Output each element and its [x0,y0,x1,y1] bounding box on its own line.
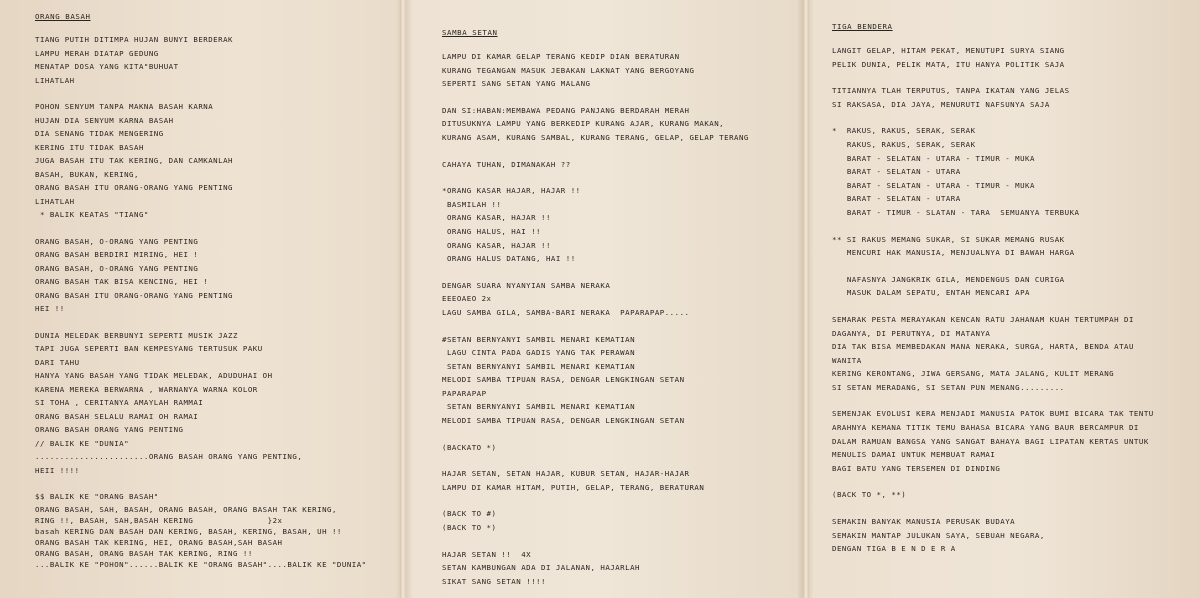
stanza-gap [832,475,1190,488]
stanza-gap [442,320,800,333]
lyric-line: EEEOAEO 2x [442,294,492,304]
lyric-line: DITUSUKNYA LAMPU YANG BERKEDIP KURANG AJAR, KURANG MAKAN, [442,119,725,129]
panel-tiga-bendera [810,0,1200,598]
lyric-line: BARAT - SELATAN - UTARA [832,194,961,204]
lyrics-block [832,44,1190,556]
lyric-line: KERING ITU TIDAK BASAH [35,142,144,152]
lyric-line: SEMAKIN MANTAP JULUKAN SAYA, SEBUAH NEGARA, [832,530,1045,540]
lyric-line: SI TOHA , CERITANYA AMAYLAH RAMMAI [35,398,204,407]
lyric-line: SI RAKSASA, DIA JAYA, MENURUTI NAFSUNYA SAJA [832,99,1050,109]
panel-orang-basah [0,0,400,598]
stanza-gap [832,71,1190,84]
lyric-line: BARAT - TIMUR - SLATAN - TARA SEMUANYA TERBUKA [832,207,1080,217]
lyric-line: ORANG BASAH TAK BISA KENCING, HEI ! [35,277,209,286]
stanza-gap [832,300,1190,313]
lyric-line: BARAT - SELATAN - UTARA - TIMUR - MUKA [832,180,1035,190]
lyric-line: ORANG HALUS DATANG, HAI !! [442,254,576,264]
lyric-line: DIA TAK BISA MEMBEDAKAN MANA NERAKA, SURGA, HARTA, BENDA ATAU [832,342,1134,352]
lyric-line: ORANG BASAH, O-ORANG YANG PENTING [35,236,199,246]
lyric-line: MENCURI HAK MANUSIA, MENJUALNYA DI BAWAH HARGA [832,248,1075,258]
lyric-line: HEI !! [35,304,65,313]
lyric-line: RAKUS, RAKUS, SERAK, SERAK [832,139,976,149]
stanza-gap [832,502,1190,515]
lyric-line: ORANG BASAH, ORANG BASAH TAK KERING, RING !! [35,548,253,558]
lyric-line: KERING KERONTANG, JIWA GERSANG, MATA JALANG, KULIT MERANG [832,369,1115,379]
stanza-gap [442,494,800,507]
lyric-line: DENGAN TIGA B E N D E R A [832,544,956,554]
stanza-gap [832,260,1190,273]
lyric-line: (BACK TO *) [442,523,497,533]
lyric-line: ORANG BASAH SELALU RAMAI OH RAMAI [35,411,199,421]
lyric-line: TIANG PUTIH DITIMPA HUJAN BUNYI BERDERAK [35,35,233,44]
lyric-line: DARI TAHU [35,357,80,367]
lyric-line: ORANG BASAH TAK KERING, HEI, ORANG BASAH,SAH BASAH [35,537,283,547]
lyric-line: DIA SENANG TIDAK MENGERING [35,129,164,138]
song-title: SAMBA SETAN [442,28,498,37]
lyric-line: ORANG BASAH, SAH, BASAH, ORANG BASAH, ORANG BASAH TAK KERING, [35,504,337,514]
stanza-gap [832,394,1190,407]
lyric-line: MELODI SAMBA TIPUAN RASA, DENGAR LENGKINGAN SETAN [442,416,685,426]
lyric-line: LIHATLAH [35,75,75,85]
lyric-line: KARENA MEREKA BERWARNA , WARNANYA WARNA KOLOR [35,384,258,394]
lyric-line: LAMPU DI KAMAR HITAM, PUTIH, GELAP, TERANG, BERATURAN [442,482,705,492]
lyric-line: DENGAR SUARA NYANYIAN SAMBA NERAKA [442,280,611,290]
lyric-line: SETAN BERNYANYI SAMBIL MENARI KEMATIAN [442,361,636,371]
lyric-line: LIHATLAH [35,196,75,206]
lyric-line: DAN SI:HABAN:MEMBAWA PEDANG PANJANG BERDARAH MERAH [442,105,690,115]
stanza-gap [442,91,800,104]
lyric-line: SEMENJAK EVOLUSI KERA MENJADI MANUSIA PATOK BUMI BICARA TAK TENTU [832,409,1154,419]
lyrics-tail-block [35,504,390,570]
panel-samba-setan [410,0,810,598]
lyric-line: ORANG BASAH ORANG YANG PENTING [35,425,184,434]
lyric-line: ARAHNYA KEMANA TITIK TEMU BAHASA BICARA YANG BAUR BERCAMPUR DI [832,423,1139,433]
song-title: TIGA BENDERA [832,22,893,31]
lyric-line: ...BALIK KE "POHON"......BALIK KE "ORANG BASAH"....BALIK KE "DUNIA" [35,559,367,569]
lyric-line: ORANG BASAH, O-ORANG YANG PENTING [35,263,199,273]
lyric-line: ORANG BASAH ITU ORANG-ORANG YANG PENTING [35,290,233,300]
lyric-line: ** SI RAKUS MEMANG SUKAR, SI SUKAR MEMANG RUSAK [832,234,1065,244]
lyric-line: (BACK TO #) [442,509,497,519]
lyric-line: MENATAP DOSA YANG KITA"BUHUAT [35,62,179,71]
lyric-line: MENULIS DAMAI UNTUK MEMBUAT RAMAI [832,450,996,460]
lyric-line: ORANG BASAH BERDIRI MIRING, HEI ! [35,250,199,259]
song-title: ORANG BASAH [35,12,91,21]
stanza-gap [442,454,800,467]
lyric-line: LAGU SAMBA GILA, SAMBA-BARI NERAKA PAPARAPAP..... [442,307,690,317]
lyric-line: LANGIT GELAP, HITAM PEKAT, MENUTUPI SURYA SIANG [832,46,1065,55]
lyric-line: BASMILAH !! [442,199,502,209]
lyrics-block [442,50,800,588]
lyric-line: WANITA [832,355,862,365]
stanza-gap [35,87,390,100]
lyric-line: *ORANG KASAR HAJAR, HAJAR !! [442,186,581,196]
lyric-line: (BACKATO *) [442,442,497,452]
lyric-line: LAGU CINTA PADA GADIS YANG TAK PERAWAN [442,348,636,358]
lyric-line: DAGANYA, DI PERUTNYA, DI MATANYA [832,328,991,338]
lyric-line: .......................ORANG BASAH ORANG YANG PENTING, [35,452,303,461]
stanza-gap [442,145,800,158]
lyric-line: NAFASNYA JANGKRIK GILA, MENDENGUS DAN CURIGA [832,274,1065,284]
lyric-line: HUJAN DIA SENYUM KARNA BASAH [35,115,174,125]
lyric-line: HAJAR SETAN !! 4X [442,549,532,559]
lyric-line: PAPARAPAP [442,388,487,398]
lyric-line: JUGA BASAH ITU TAK KERING, DAN CAMKANLAH [35,156,233,165]
stanza-gap [35,222,390,235]
stanza-gap [442,171,800,184]
lyric-line: // BALIK KE "DUNIA" [35,438,130,448]
lyric-line: LAMPU MERAH DIATAP GEDUNG [35,48,159,58]
stanza-gap [832,220,1190,233]
lyric-line: BAGI BATU YANG TERSEMEN DI DINDING [832,463,1001,473]
stanza-gap [35,477,390,490]
lyric-line: BARAT - SELATAN - UTARA [832,167,961,177]
lyric-line: LAMPU DI KAMAR GELAP TERANG KEDIP DIAN BERATURAN [442,52,680,61]
stanza-gap [832,111,1190,124]
lyric-line: MASUK DALAM SEPATU, ENTAH MENCARI APA [832,288,1030,298]
lyric-line: SETAN BERNYANYI SAMBIL MENARI KEMATIAN [442,402,636,412]
lyric-line: BASAH, BUKAN, KERING, [35,169,139,179]
lyric-line: * BALIK KEATAS "TIANG" [35,210,149,219]
lyric-line: PELIK DUNIA, PELIK MATA, ITU HANYA POLITIK SAJA [832,59,1065,69]
lyric-line: SETAN KAMBUNGAN ADA DI JALANAN, HAJARLAH [442,563,640,573]
lyric-line: TITIANNYA TLAH TERPUTUS, TANPA IKATAN YANG JELAS [832,86,1070,96]
lyric-line: SEMAKIN BANYAK MANUSIA PERUSAK BUDAYA [832,517,1016,527]
lyric-line: ORANG BASAH ITU ORANG-ORANG YANG PENTING [35,183,233,192]
lyric-line: DALAM RAMUAN BANGSA YANG SANGAT BAHAYA BAGI LIPATAN KERTAS UNTUK [832,436,1149,446]
stanza-gap [35,316,390,329]
stanza-gap [442,266,800,279]
lyric-line: KURANG ASAM, KURANG SAMBAL, KURANG TERANG, GELAP, GELAP TERANG [442,132,749,142]
lyric-line: HAJAR SETAN, SETAN HAJAR, KUBUR SETAN, HAJAR-HAJAR [442,469,690,479]
lyric-line: HEII !!!! [35,465,80,475]
lyric-line: ORANG KASAR, HAJAR !! [442,240,551,250]
lyric-line: TAPI JUGA SEPERTI BAN KEMPESYANG TERTUSUK PAKU [35,344,263,353]
lyric-line: SIKAT SANG SETAN !!!! [442,576,546,586]
lyric-line: ORANG KASAR, HAJAR !! [442,213,551,223]
lyric-line: * RAKUS, RAKUS, SERAK, SERAK [832,126,976,136]
lyric-line: RING !!, BASAH, SAH,BASAH KERING }2x [35,515,283,525]
lyric-line: BARAT - SELATAN - UTARA - TIMUR - MUKA [832,153,1035,163]
lyric-line: $$ BALIK KE "ORANG BASAH" [35,492,159,501]
lyric-line: HANYA YANG BASAH YANG TIDAK MELEDAK, ADUDUHAI OH [35,371,273,380]
lyric-line: MELODI SAMBA TIPUAN RASA, DENGAR LENGKINGAN SETAN [442,375,685,385]
lyric-line: SEPERTI SANG SETAN YANG MALANG [442,79,591,89]
lyrics-block [35,33,390,504]
stanza-gap [442,535,800,548]
lyric-line: #SETAN BERNYANYI SAMBIL MENARI KEMATIAN [442,334,636,344]
lyric-line: POHON SENYUM TANPA MAKNA BASAH KARNA [35,102,214,111]
stanza-gap [442,428,800,441]
lyric-line: CAHAYA TUHAN, DIMANAKAH ?? [442,159,571,169]
lyric-line: KURANG TEGANGAN MASUK JEBAKAN LAKNAT YANG BERGOYANG [442,65,695,75]
lyric-line: SI SETAN MERADANG, SI SETAN PUN MENANG......... [832,382,1065,392]
lyric-line: DUNIA MELEDAK BERBUNYI SEPERTI MUSIK JAZZ [35,330,238,340]
lyric-line: ORANG HALUS, HAI !! [442,226,541,236]
fold-crease [400,0,406,598]
lyric-line: (BACK TO *, **) [832,490,907,500]
lyric-line: SEMARAK PESTA MERAYAKAN KENCAN RATU JAHANAM KUAH TERTUMPAH DI [832,314,1134,324]
lyric-line: basah KERING DAN BASAH DAN KERING, BASAH, KERING, BASAH, UH !! [35,526,342,536]
